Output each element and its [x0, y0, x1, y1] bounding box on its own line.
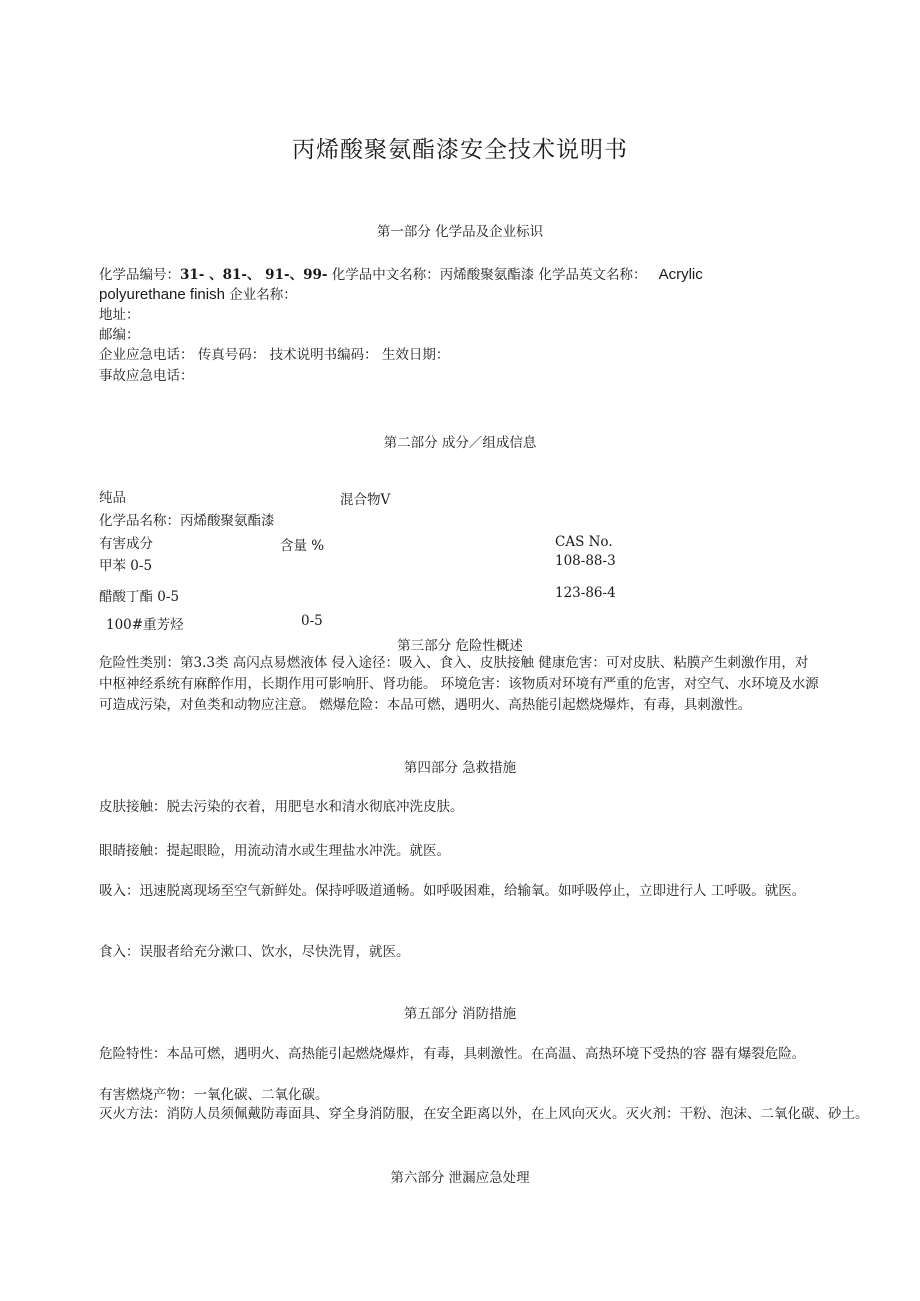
chem-name: 化学品名称：丙烯酸聚氨酯漆 [99, 513, 275, 529]
hazard-overview-text: 危险性类别：第3.3类 高闪点易燃液体 侵入途径：吸入、食入、皮肤接触 健康危害：可对皮肤、粘膜产生刺激作用，对中枢神经系统有麻醉作用，长期作用可影响肝、肾功能。 环境危害：该物质对环境有严重的危害，对空气、水环境及水源可造成污染，对鱼类和动物应注意。 燃爆危险：本品可燃，遇明火、高热能引起燃烧爆炸，有毒，具刺激性。 [99, 655, 819, 713]
fire-hazard-text: 危险特性：本品可燃，遇明火、高热能引起燃烧爆炸，有毒，具刺激性。在高温、高热环境下受热的容 器有爆裂危险。 [99, 1046, 806, 1062]
pure-label: 纯品 [99, 490, 126, 506]
part1-heading: 第一部分 化学品及企业标识 [376, 224, 544, 240]
col-component: 有害成分 [99, 536, 153, 552]
chemical-id-line [99, 265, 703, 285]
code-label: 化学品编号： [99, 267, 180, 283]
component-row-2-name: 醋酸丁酯 0-5 [99, 589, 180, 605]
combustion-products: 有害燃烧产物：一氧化碳、二氧化碳。 [99, 1087, 329, 1103]
address-label: 地址： [99, 307, 140, 323]
first-aid-ingest: 食入：误服者给充分漱口、饮水，尽快洗胃，就医。 [99, 944, 410, 960]
part3-heading: 第三部分 危险性概述 [397, 638, 523, 654]
accident-phone-label: 事故应急电话： [99, 368, 194, 384]
component-row-3-name: 100#重芳烃 [106, 617, 184, 633]
company-label: 企业名称： [224, 287, 297, 303]
col-content: 含量 % [280, 538, 325, 554]
part5-heading: 第五部分 消防措施 [403, 1006, 517, 1022]
document-title: 丙烯酸聚氨酯漆安全技术说明书 [292, 137, 628, 163]
component-row-1-cas: 108-88-3 [555, 553, 616, 569]
component-row-1-name: 甲苯 0-5 [99, 558, 153, 574]
first-aid-eye: 眼睛接触：提起眼睑，用流动清水或生理盐水冲洗。就医。 [99, 843, 450, 859]
en-name-2: polyurethane finish [99, 286, 225, 303]
en-name-line [99, 285, 297, 305]
en-name-1: Acrylic [658, 266, 703, 283]
contacts-line: 企业应急电话： 传真号码： 技术说明书编码： 生效日期： [99, 347, 450, 363]
first-aid-skin: 皮肤接触：脱去污染的衣着，用肥皂水和清水彻底冲洗皮肤。 [99, 799, 464, 815]
part4-heading: 第四部分 急救措施 [403, 760, 517, 776]
component-row-2-cas: 123-86-4 [555, 585, 616, 601]
cn-name: 化学品中文名称：丙烯酸聚氨酯漆 化学品英文名称： [327, 267, 647, 283]
extinguishing-method: 灭火方法：消防人员须佩戴防毒面具、穿全身消防服，在安全距离以外，在上风向灭火。灭火剂：干粉、泡沫、二氧化碳、砂土。 [99, 1106, 869, 1122]
chemical-codes: 31- 、81-、 91-、99- [180, 267, 328, 283]
part6-heading: 第六部分 泄漏应急处理 [390, 1170, 530, 1186]
mixture-label: 混合物V [340, 492, 391, 508]
postcode-label: 邮编： [99, 327, 140, 343]
component-row-3-content: 0-5 [301, 613, 323, 629]
first-aid-inhale: 吸入：迅速脱离现场至空气新鲜处。保持呼吸道通畅。如呼吸困难，给输氧。如呼吸停止，立即进行人 工呼吸。就医。 [99, 883, 806, 899]
col-cas: CAS No. [555, 534, 613, 550]
part2-heading: 第二部分 成分／组成信息 [383, 435, 537, 451]
